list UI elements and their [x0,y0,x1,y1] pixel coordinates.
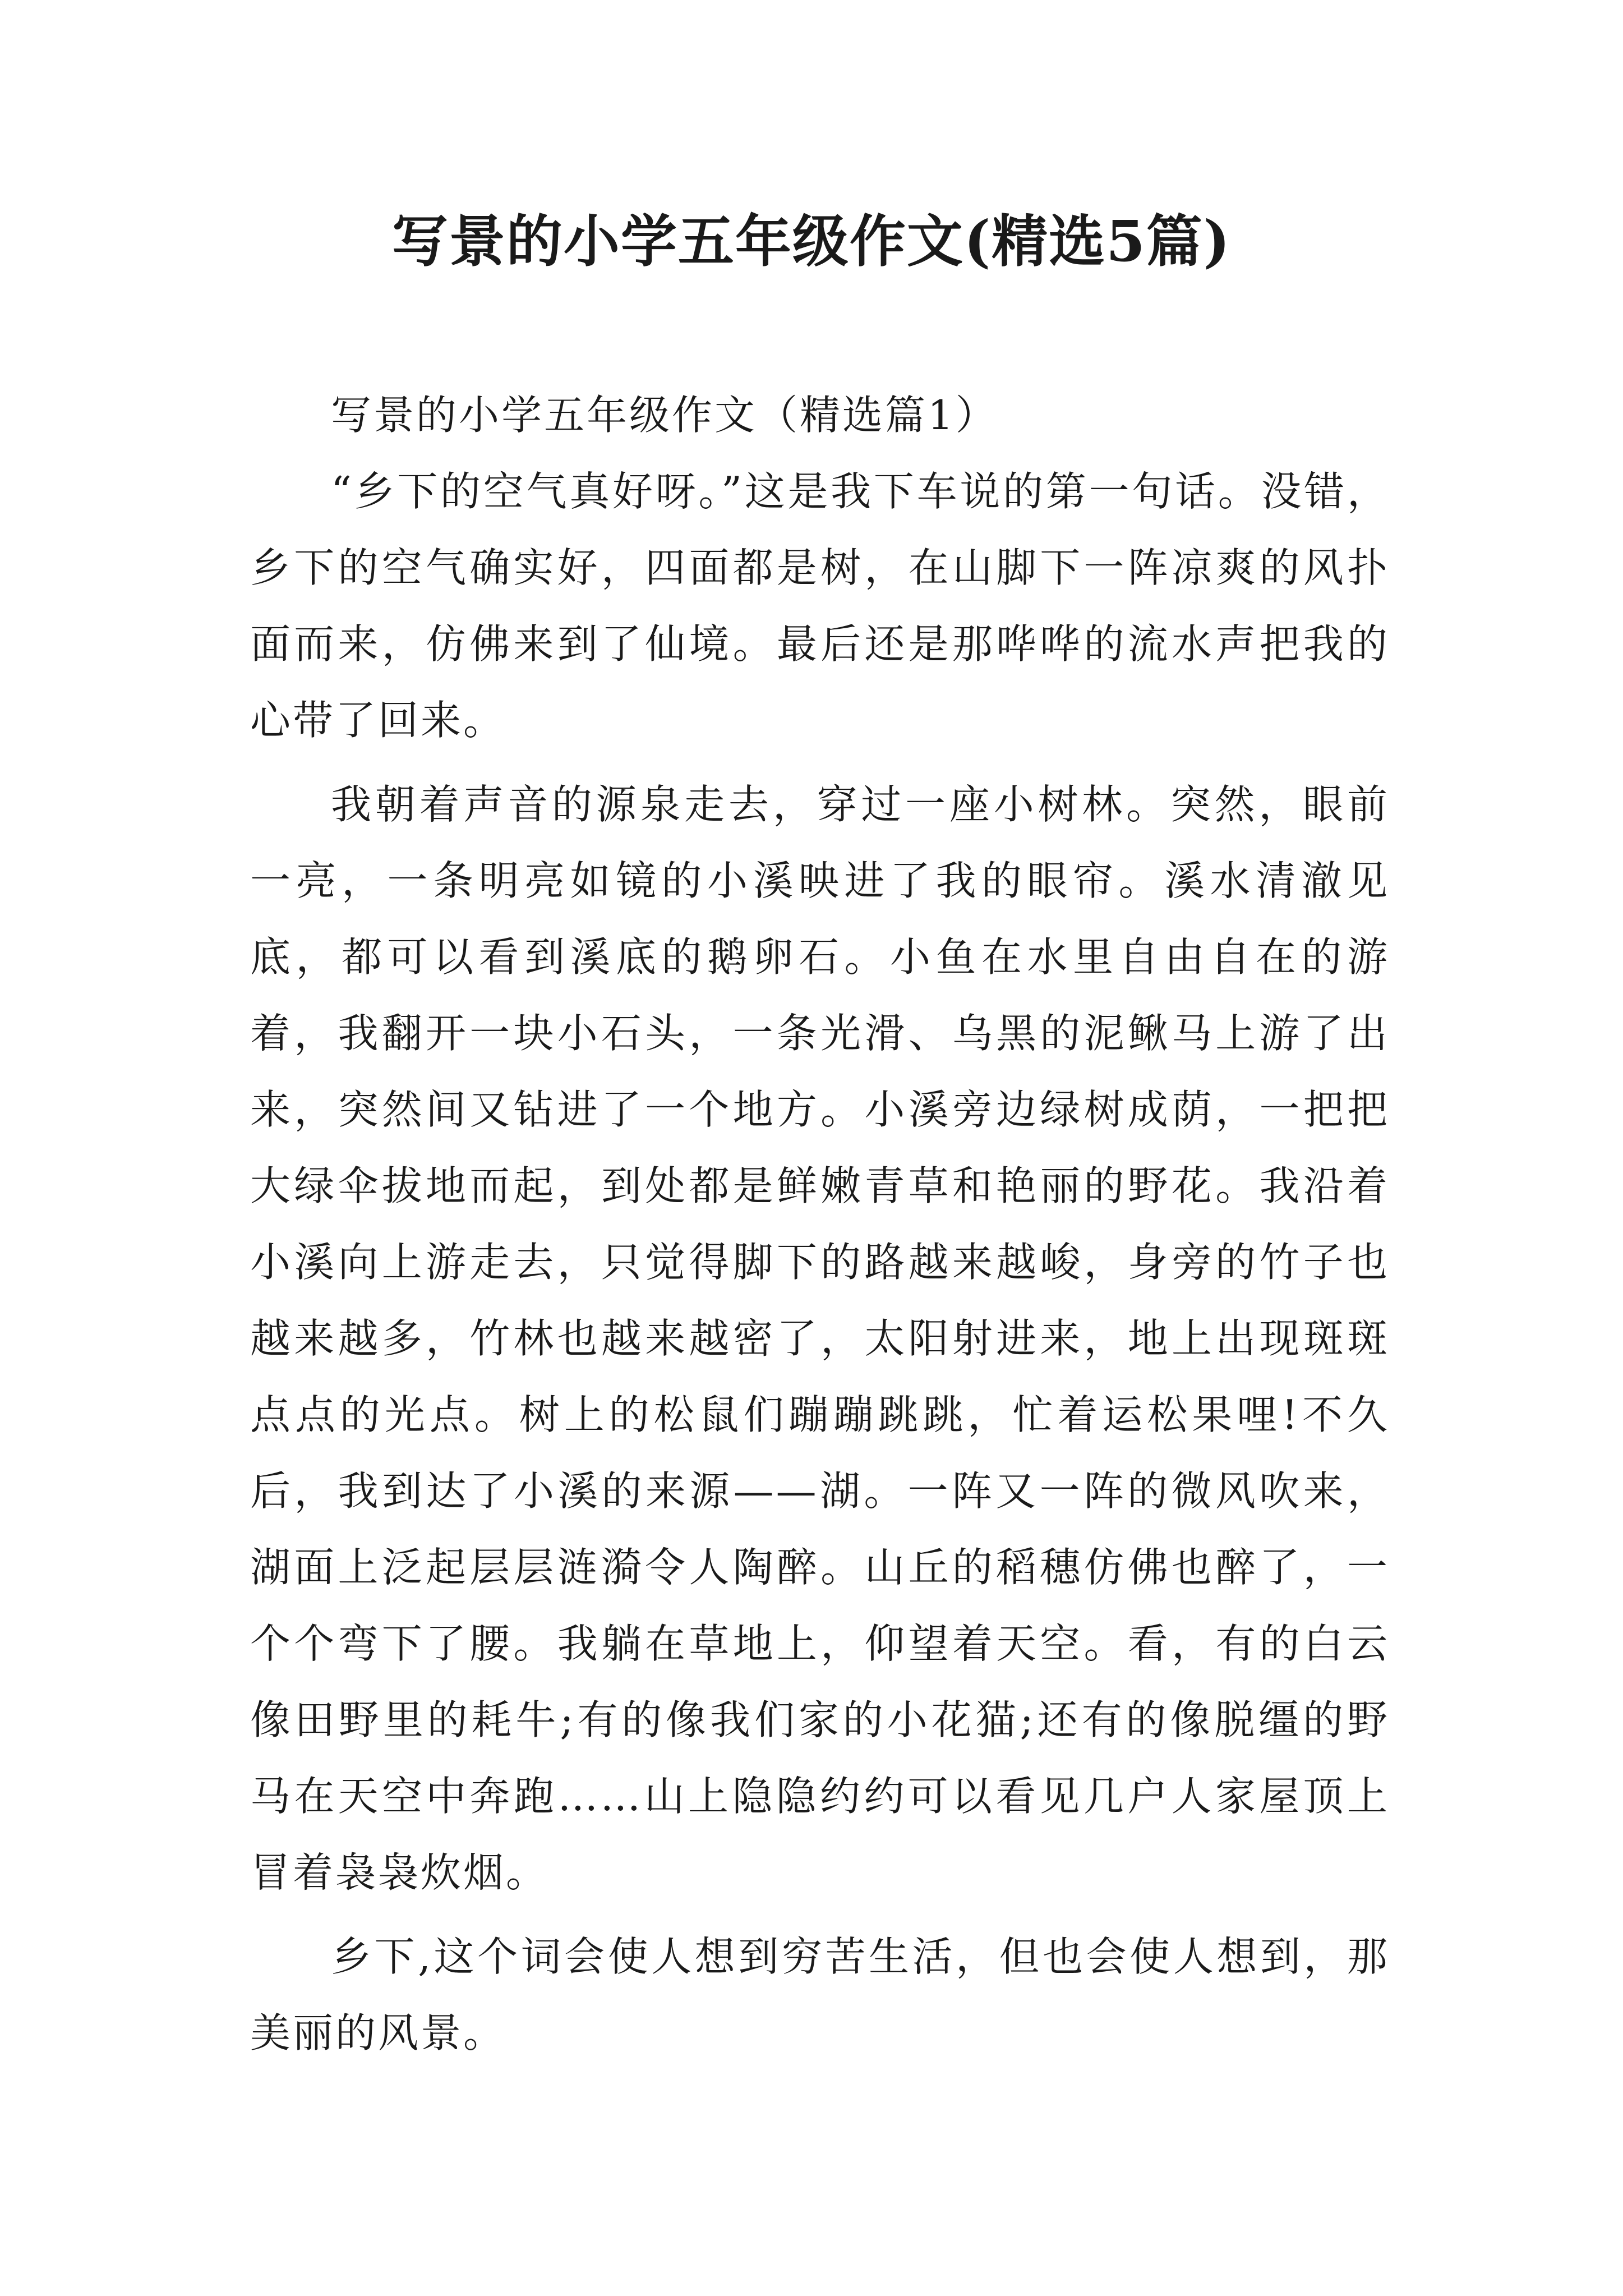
document-body [250,377,1390,2079]
paragraph: 我朝着声音的源泉走去，穿过一座小树林。突然，眼前一亮，一条明亮如镜的小溪映进了我的眼帘。溪水清澈见底，都可以看到溪底的鹅卵石。小鱼在水里自由自在的游着，我翻开一块小石头，一条光滑、乌黑的泥鳅马上游了出来，突然间又钻进了一个地方。小溪旁边绿树成荫，一把把大绿伞拔地而起，到处都是鲜嫩青草和艳丽的野花。我沿着小溪向上游走去，只觉得脚下的路越来越峻，身旁的竹子也越来越多，竹林也越来越密了，太阳射进来，地上出现斑斑点点的光点。树上的松鼠们蹦蹦跳跳，忙着运松果哩!不久后，我到达了小溪的来源——湖。一阵又一阵的微风吹来，湖面上泛起层层涟漪令人陶醉。山丘的稻穗仿佛也醉了，一个个弯下了腰。我躺在草地上，仰望着天空。看，有的白云像田野里的耗牛;有的像我们家的小花猫;还有的像脱缰的野马在天空中奔跑……山上隐隐约约可以看见几户人家屋顶上冒着袅袅炊烟。 [250,781,1390,1896]
paragraph: “乡下的空气真好呀。”这是我下车说的第一句话。没错，乡下的空气确实好，四面都是树，在山脚下一阵凉爽的风扑面而来，仿佛来到了仙境。最后还是那哗哗的流水声把我的心带了回来。 [250,468,1390,744]
section-heading: 写景的小学五年级作文（精选篇1） [331,392,998,439]
document-title: 写景的小学五年级作文(精选5篇) [391,208,1232,274]
paragraph: 乡下,这个词会使人想到穷苦生活，但也会使人想到，那美丽的风景。 [250,1933,1390,2056]
